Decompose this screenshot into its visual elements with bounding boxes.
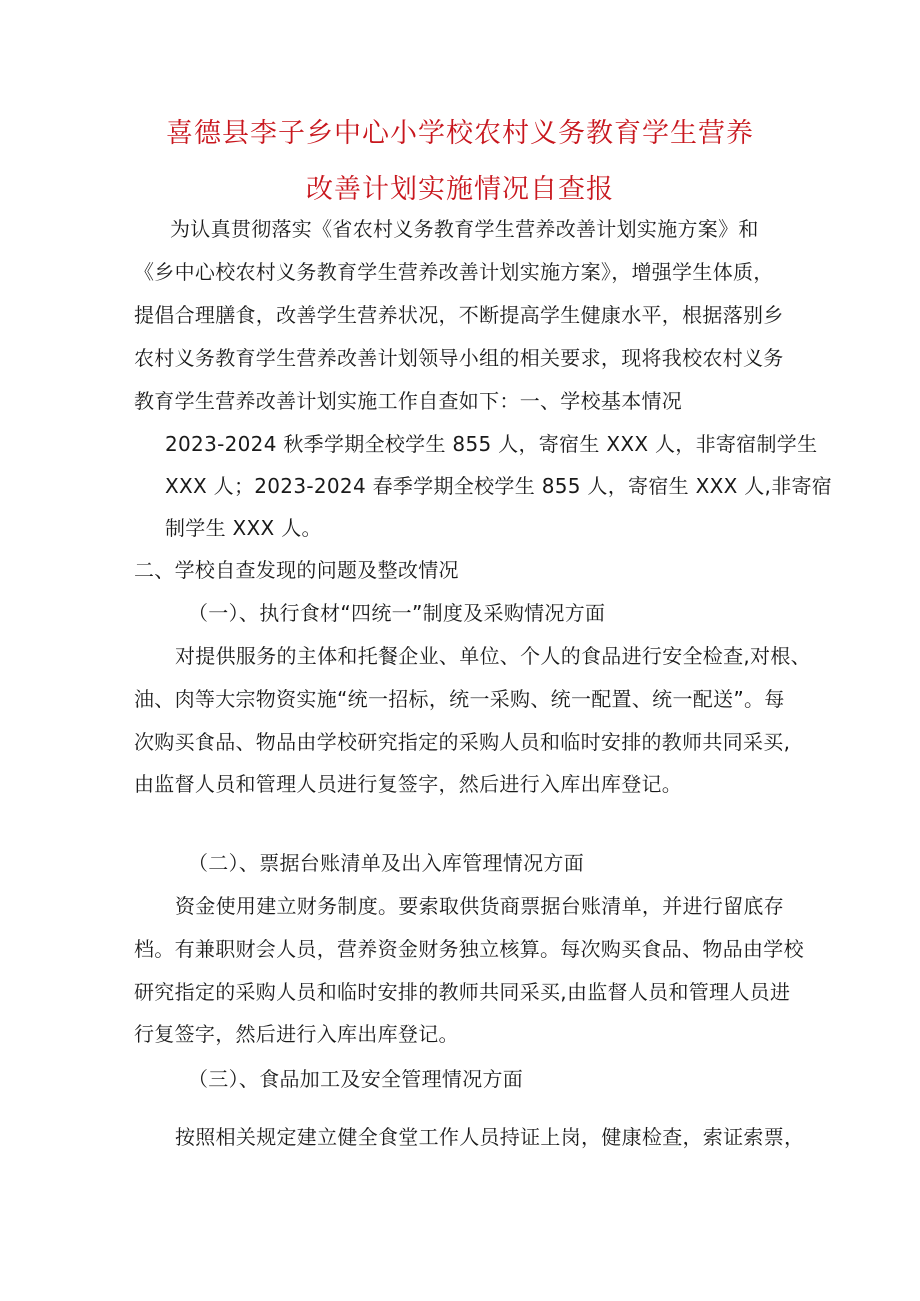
subsection-3-heading: （三）、食品加工及安全管理情况方面 bbox=[188, 1067, 524, 1091]
paragraph-line: 油、肉等大宗物资实施“统一招标，统一采购、统一配置、统一配送”。每 bbox=[134, 687, 785, 711]
paragraph-line: 研究指定的采购人员和临时安排的教师共同采买,由监督人员和管理人员进 bbox=[134, 980, 791, 1004]
subsection-1-heading: （一）、执行食材“四统一”制度及采购情况方面 bbox=[188, 601, 606, 625]
paragraph-line: 资金使用建立财务制度。要索取供货商票据台账清单，并进行留底存 bbox=[175, 894, 784, 918]
paragraph-line: 《乡中心校农村义务教育学生营养改善计划实施方案》，增强学生体质， bbox=[134, 260, 774, 284]
paragraph-line: 按照相关规定建立健全食堂工作人员持证上岗，健康检查，索证索票， bbox=[175, 1125, 805, 1149]
subsection-2-heading: （二）、票据台账清单及出入库管理情况方面 bbox=[188, 851, 584, 875]
paragraph-line: 为认真贯彻落实《省农村义务教育学生营养改善计划实施方案》和 bbox=[170, 217, 759, 241]
paragraph-line: 2023-2024 秋季学期全校学生 855 人，寄宿生 XXX 人，非寄宿制学生 bbox=[165, 432, 818, 456]
paragraph-line: 农村义务教育学生营养改善计划领导小组的相关要求，现将我校农村义务 bbox=[134, 346, 784, 370]
paragraph-line: 次购买食品、物品由学校研究指定的采购人员和临时安排的教师共同采买, bbox=[134, 730, 791, 754]
paragraph-line: 由监督人员和管理人员进行复签字，然后进行入库出库登记。 bbox=[134, 772, 683, 796]
paragraph-line: 教育学生营养改善计划实施工作自查如下：一、学校基本情况 bbox=[134, 389, 683, 413]
paragraph-line: XXX 人；2023-2024 春季学期全校学生 855 人，寄宿生 XXX 人,非寄宿 bbox=[165, 474, 833, 498]
paragraph-line: 对提供服务的主体和托餐企业、单位、个人的食品进行安全检查,对根、 bbox=[175, 644, 811, 668]
section-2-heading: 二、学校自查发现的问题及整改情况 bbox=[134, 558, 459, 582]
document-title-line-2: 改善计划实施情况自查报 bbox=[306, 174, 614, 205]
paragraph-line: 行复签字，然后进行入库出库登记。 bbox=[134, 1022, 459, 1046]
document-title-line-1: 喜德县李子乡中心小学校农村义务教育学生营养 bbox=[166, 118, 754, 149]
paragraph-line: 制学生 XXX 人。 bbox=[165, 516, 322, 540]
paragraph-line: 提倡合理膳食，改善学生营养状况，不断提高学生健康水平，根据落别乡 bbox=[134, 303, 784, 327]
paragraph-line: 档。有兼职财会人员，营养资金财务独立核算。每次购买食品、物品由学校 bbox=[134, 937, 804, 961]
